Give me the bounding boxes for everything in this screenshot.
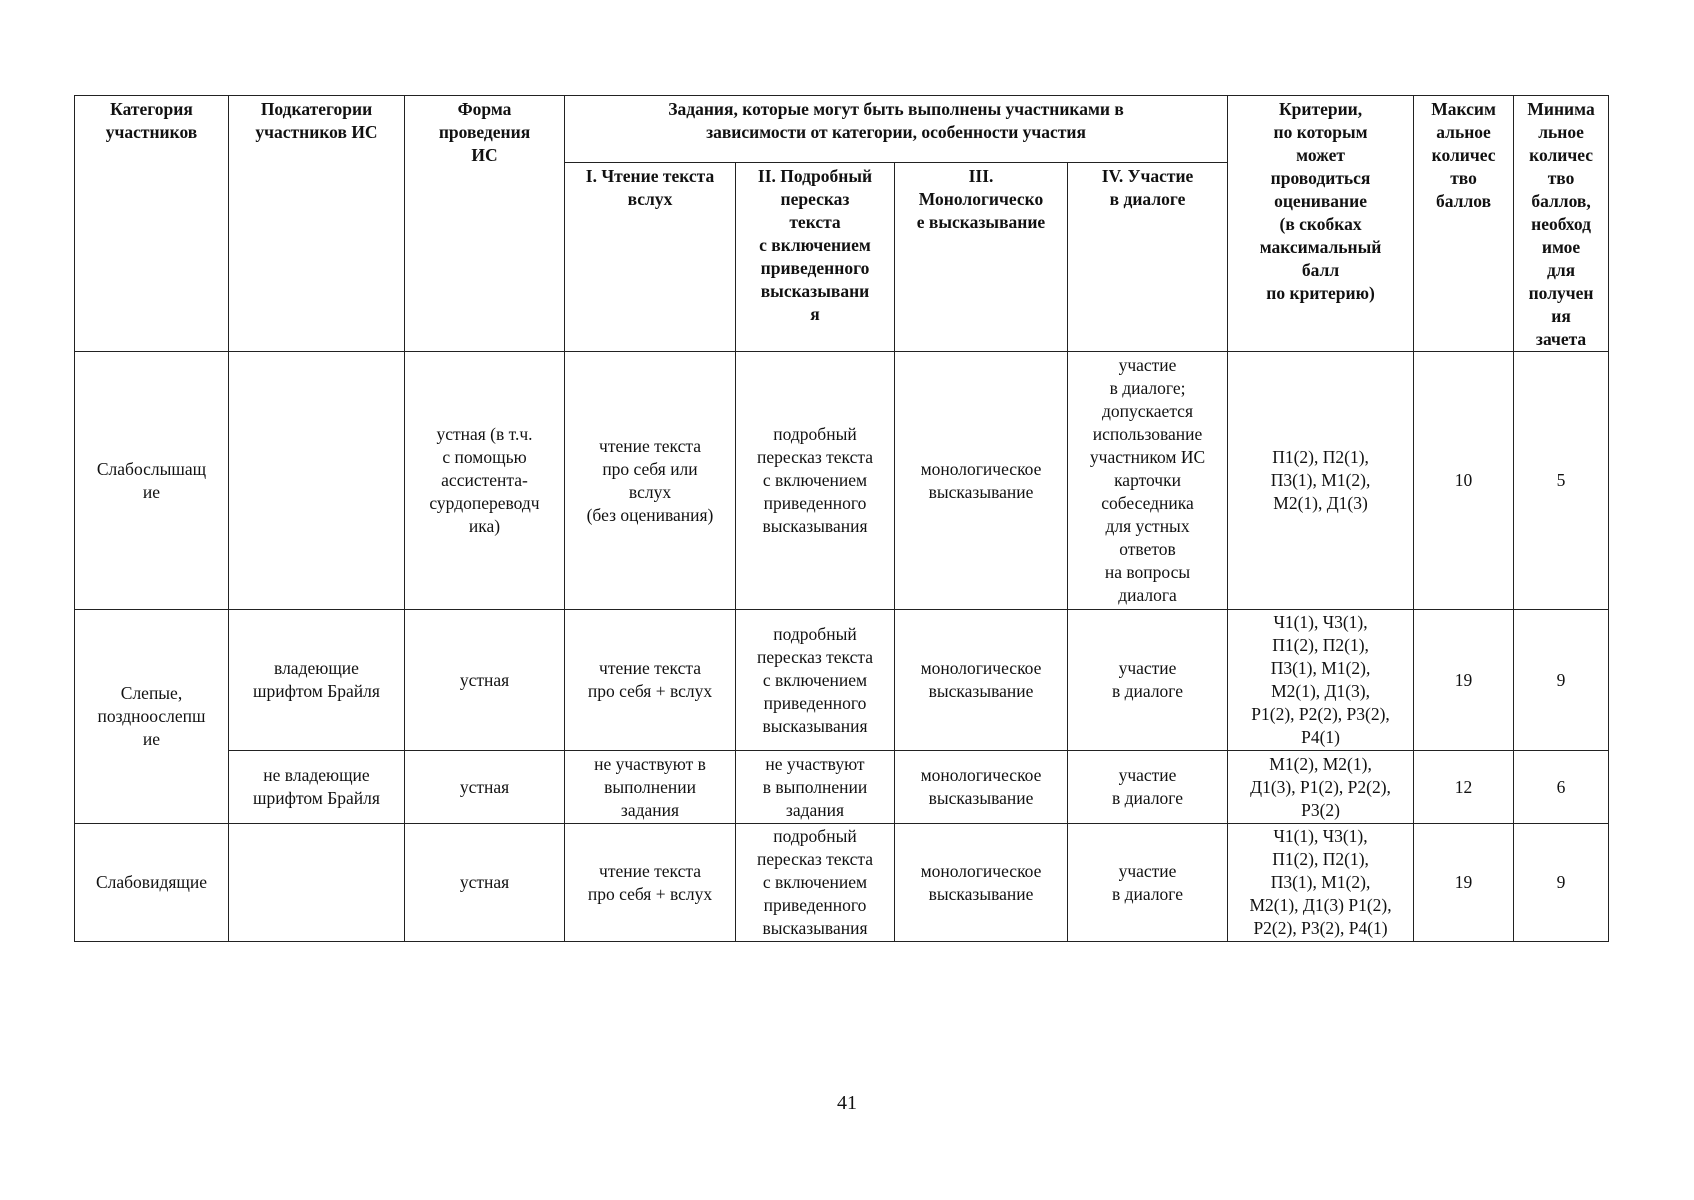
cell-min-score: 9 bbox=[1514, 610, 1609, 751]
cell-criteria: М1(2), М2(1), Д1(3), Р1(2), Р2(2), Р3(2) bbox=[1228, 751, 1414, 824]
header-task-1: I. Чтение текста вслух bbox=[565, 162, 736, 351]
cell-category: Слабовидящие bbox=[75, 824, 229, 942]
cell-criteria: П1(2), П2(1), П3(1), М1(2), М2(1), Д1(3) bbox=[1228, 352, 1414, 610]
table-row bbox=[75, 751, 1609, 824]
header-row-1 bbox=[75, 96, 1609, 163]
cell-form: устная (в т.ч. с помощью ассистента- сурдопереводч ика) bbox=[405, 352, 565, 610]
cell-min-score: 9 bbox=[1514, 824, 1609, 942]
cell-min-score: 6 bbox=[1514, 751, 1609, 824]
page-number: 41 bbox=[837, 1092, 857, 1114]
cell-max-score: 12 bbox=[1414, 751, 1514, 824]
cell-form: устная bbox=[405, 751, 565, 824]
cell-task-3: монологическое высказывание bbox=[895, 610, 1068, 751]
assessment-table bbox=[74, 95, 1609, 942]
cell-task-4: участие в диалоге bbox=[1068, 610, 1228, 751]
cell-category: Слепые, поздноослепш ие bbox=[75, 610, 229, 824]
header-subcategory: Подкатегории участников ИС bbox=[229, 96, 405, 352]
cell-task-4: участие в диалоге; допускается использование участником ИС карточки собеседника для устных ответов на вопросы диалога bbox=[1068, 352, 1228, 610]
cell-task-2: не участвуют в выполнении задания bbox=[736, 751, 895, 824]
table-row bbox=[75, 824, 1609, 942]
cell-form: устная bbox=[405, 610, 565, 751]
header-task-4: IV. Участие в диалоге bbox=[1068, 162, 1228, 351]
header-max-score: Максим альное количес тво баллов bbox=[1414, 96, 1514, 352]
cell-subcategory: владеющие шрифтом Брайля bbox=[229, 610, 405, 751]
header-task-3: III. Монологическо е высказывание bbox=[895, 162, 1068, 351]
cell-form: устная bbox=[405, 824, 565, 942]
cell-task-1: чтение текста про себя или вслух (без оценивания) bbox=[565, 352, 736, 610]
header-criteria: Критерии, по которым может проводиться оценивание (в скобках максимальный балл по критерию) bbox=[1228, 96, 1414, 352]
cell-max-score: 19 bbox=[1414, 610, 1514, 751]
cell-subcategory bbox=[229, 824, 405, 942]
cell-task-1: чтение текста про себя + вслух bbox=[565, 610, 736, 751]
header-tasks-group: Задания, которые могут быть выполнены участниками в зависимости от категории, особенности участия bbox=[565, 96, 1228, 163]
table-row bbox=[75, 352, 1609, 610]
cell-task-1: не участвуют в выполнении задания bbox=[565, 751, 736, 824]
cell-task-3: монологическое высказывание bbox=[895, 352, 1068, 610]
cell-task-3: монологическое высказывание bbox=[895, 751, 1068, 824]
cell-criteria: Ч1(1), Ч3(1), П1(2), П2(1), П3(1), М1(2), М2(1), Д1(3) Р1(2), Р2(2), Р3(2), Р4(1) bbox=[1228, 824, 1414, 942]
cell-task-4: участие в диалоге bbox=[1068, 751, 1228, 824]
header-task-2: II. Подробный пересказ текста с включением приведенного высказывани я bbox=[736, 162, 895, 351]
header-form: Форма проведения ИС bbox=[405, 96, 565, 352]
cell-task-2: подробный пересказ текста с включением приведенного высказывания bbox=[736, 824, 895, 942]
cell-criteria: Ч1(1), Ч3(1), П1(2), П2(1), П3(1), М1(2), М2(1), Д1(3), Р1(2), Р2(2), Р3(2), Р4(1) bbox=[1228, 610, 1414, 751]
cell-task-4: участие в диалоге bbox=[1068, 824, 1228, 942]
cell-task-1: чтение текста про себя + вслух bbox=[565, 824, 736, 942]
cell-task-3: монологическое высказывание bbox=[895, 824, 1068, 942]
cell-min-score: 5 bbox=[1514, 352, 1609, 610]
header-min-score: Минима льное количес тво баллов, необход имое для получен ия зачета bbox=[1514, 96, 1609, 352]
cell-max-score: 19 bbox=[1414, 824, 1514, 942]
cell-max-score: 10 bbox=[1414, 352, 1514, 610]
header-category: Категория участников bbox=[75, 96, 229, 352]
cell-task-2: подробный пересказ текста с включением приведенного высказывания bbox=[736, 352, 895, 610]
cell-subcategory bbox=[229, 352, 405, 610]
cell-task-2: подробный пересказ текста с включением приведенного высказывания bbox=[736, 610, 895, 751]
table-row bbox=[75, 610, 1609, 751]
cell-subcategory: не владеющие шрифтом Брайля bbox=[229, 751, 405, 824]
cell-category: Слабослышащ ие bbox=[75, 352, 229, 610]
